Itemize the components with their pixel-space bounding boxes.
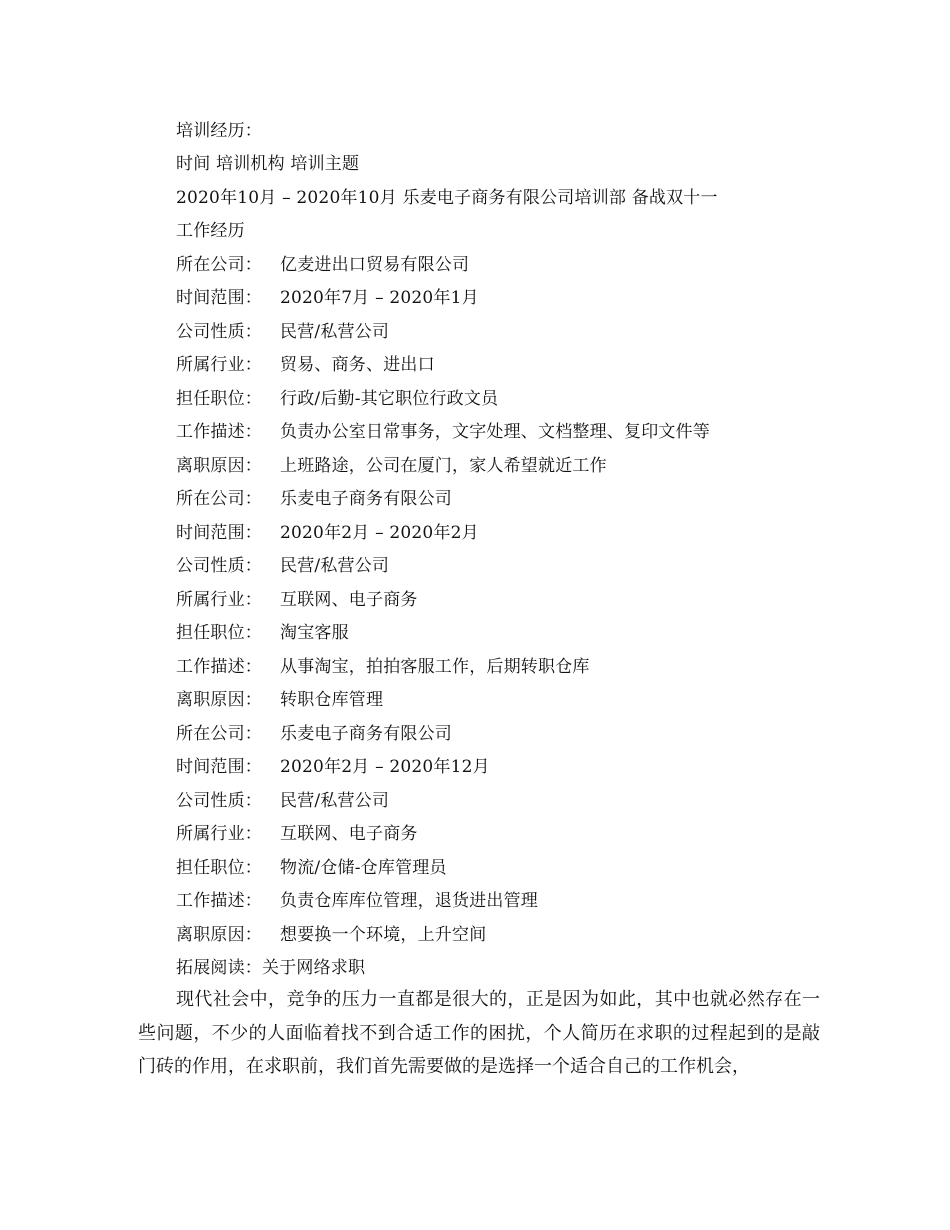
field-label: 所属行业： [176, 590, 262, 610]
job-nature-row [176, 788, 389, 814]
job-nature-row [176, 319, 389, 345]
job-period-row [176, 754, 490, 780]
field-value: 民营/私营公司 [280, 791, 390, 811]
field-value: 民营/私营公司 [280, 556, 390, 576]
field-label: 工作描述： [176, 891, 262, 911]
job-period-row [176, 285, 479, 311]
field-label: 时间范围： [176, 288, 262, 308]
job-description-row [176, 419, 710, 445]
training-entry: 2020年10月 – 2020年10月 乐麦电子商务有限公司培训部 备战双十一 [176, 188, 718, 208]
job-description-row [176, 654, 590, 680]
training-heading: 培训经历： [176, 121, 262, 141]
field-value: 乐麦电子商务有限公司 [280, 724, 452, 744]
extended-reading-heading: 拓展阅读：关于网络求职 [176, 958, 366, 978]
field-label: 离职原因： [176, 456, 262, 476]
field-label: 公司性质： [176, 556, 262, 576]
field-label: 担任职位： [176, 623, 262, 643]
field-label: 离职原因： [176, 925, 262, 945]
field-label: 所在公司： [176, 489, 262, 509]
field-value: 想要换一个环境，上升空间 [280, 925, 487, 945]
extended-reading-paragraph: 现代社会中，竞争的压力一直都是很大的，正是因为如此，其中也就必然存在一些问题，不少的人面临着找不到合适工作的困扰，个人简历在求职的过程起到的是敲门砖的作用，在求职前，我们首先需要做的是选择一个适合自己的工作机会， [138, 989, 820, 1077]
job-company-row [176, 252, 469, 278]
job-industry-row [176, 352, 435, 378]
field-value: 互联网、电子商务 [280, 590, 418, 610]
job-company-row [176, 721, 452, 747]
job-reason-row [176, 687, 383, 713]
field-value: 乐麦电子商务有限公司 [280, 489, 452, 509]
field-label: 公司性质： [176, 322, 262, 342]
job-nature-row [176, 553, 389, 579]
field-value: 物流/仓储-仓库管理员 [280, 858, 447, 878]
field-value: 从事淘宝，拍拍客服工作，后期转职仓库 [280, 657, 590, 677]
job-reason-row [176, 453, 607, 479]
field-value: 贸易、商务、进出口 [280, 355, 435, 375]
field-label: 时间范围： [176, 523, 262, 543]
job-period-row [176, 520, 479, 546]
field-label: 离职原因： [176, 690, 262, 710]
job-position-row [176, 386, 498, 412]
job-position-row [176, 620, 349, 646]
work-heading: 工作经历 [176, 221, 245, 241]
job-reason-row [176, 922, 486, 948]
field-value: 上班路途，公司在厦门，家人希望就近工作 [280, 456, 607, 476]
job-description-row [176, 888, 538, 914]
field-value: 转职仓库管理 [280, 690, 384, 710]
field-label: 工作描述： [176, 657, 262, 677]
field-label: 担任职位： [176, 389, 262, 409]
field-value: 淘宝客服 [280, 623, 349, 643]
field-label: 公司性质： [176, 791, 262, 811]
field-label: 所在公司： [176, 255, 262, 275]
field-value: 负责办公室日常事务，文字处理、文档整理、复印文件等 [280, 422, 710, 442]
field-value: 2020年7月 – 2020年1月 [280, 288, 479, 308]
field-label: 所属行业： [176, 355, 262, 375]
field-value: 2020年2月 – 2020年12月 [280, 757, 490, 777]
job-company-row [176, 486, 452, 512]
job-industry-row [176, 821, 418, 847]
job-industry-row [176, 587, 418, 613]
field-value: 互联网、电子商务 [280, 824, 418, 844]
field-label: 所属行业： [176, 824, 262, 844]
field-value: 负责仓库库位管理，退货进出管理 [280, 891, 538, 911]
field-value: 行政/后勤-其它职位行政文员 [280, 389, 499, 409]
field-label: 工作描述： [176, 422, 262, 442]
field-value: 亿麦进出口贸易有限公司 [280, 255, 470, 275]
job-position-row [176, 855, 447, 881]
field-value: 民营/私营公司 [280, 322, 390, 342]
field-value: 2020年2月 – 2020年2月 [280, 523, 479, 543]
field-label: 担任职位： [176, 858, 262, 878]
field-label: 所在公司： [176, 724, 262, 744]
training-columns: 时间 培训机构 培训主题 [176, 154, 360, 174]
field-label: 时间范围： [176, 757, 262, 777]
